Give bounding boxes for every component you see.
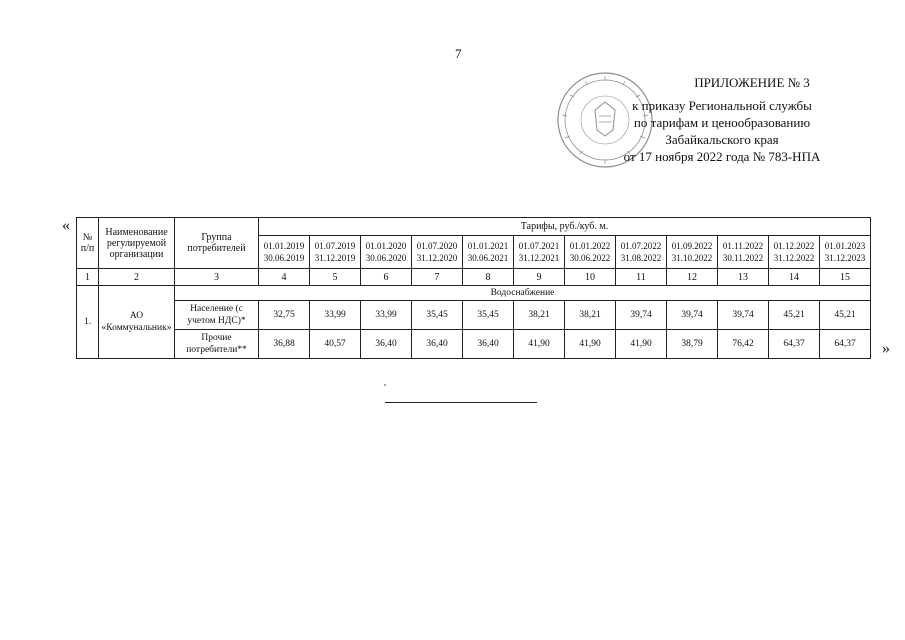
period-cell [361, 236, 412, 269]
tariff-value: 33,99 [310, 301, 361, 330]
column-number: 12 [667, 269, 718, 286]
tariff-value: 36,40 [361, 330, 412, 359]
tariff-value: 40,57 [310, 330, 361, 359]
tariff-value: 41,90 [514, 330, 565, 359]
period-cell [565, 236, 616, 269]
period-to: 31.12.2020 [416, 253, 458, 263]
opening-quote: « [62, 217, 70, 234]
appendix-header [597, 74, 847, 165]
column-number: 5 [310, 269, 361, 286]
table-header-row [77, 218, 871, 236]
period-from: 01.07.2019 [314, 241, 356, 251]
tariff-value: 36,40 [463, 330, 514, 359]
period-cell [718, 236, 769, 269]
tariff-value: 35,45 [463, 301, 514, 330]
tariff-value: 33,99 [361, 301, 412, 330]
tariff-value: 36,88 [259, 330, 310, 359]
page-number: 7 [455, 46, 462, 61]
appendix-line: Забайкальского края [665, 132, 779, 147]
column-number: 3 [175, 269, 259, 286]
period-from: 01.01.2021 [467, 241, 509, 251]
period-from: 01.12.2022 [773, 241, 815, 251]
period-from: 01.07.2020 [416, 241, 458, 251]
period-from: 01.01.2019 [263, 241, 305, 251]
period-from: 01.07.2022 [620, 241, 662, 251]
period-from: 01.11.2022 [722, 241, 764, 251]
tariff-value: 64,37 [769, 330, 820, 359]
period-to: 30.06.2020 [365, 253, 407, 263]
table-row [77, 330, 871, 359]
tariff-value: 76,42 [718, 330, 769, 359]
appendix-line: от 17 ноября 2022 года № 783-НПА [623, 149, 821, 164]
period-to: 31.10.2022 [671, 253, 713, 263]
tariff-value: 41,90 [616, 330, 667, 359]
period-cell [514, 236, 565, 269]
period-to: 31.12.2022 [773, 253, 815, 263]
column-number: 10 [565, 269, 616, 286]
column-number: 1 [77, 269, 99, 286]
end-rule [385, 402, 537, 403]
tariff-value: 45,21 [820, 301, 871, 330]
appendix-line: по тарифам и ценообразованию [633, 115, 811, 130]
appendix-title: ПРИЛОЖЕНИЕ № 3 [694, 75, 810, 90]
header-tariffs: Тарифы, руб./куб. м. [259, 218, 871, 236]
period-cell [820, 236, 871, 269]
consumer-group: Прочие потребители** [175, 330, 259, 359]
header-number: № п/п [77, 218, 99, 269]
header-group: Группа потребителей [175, 218, 259, 269]
period-to: 30.06.2019 [263, 253, 305, 263]
period-cell [616, 236, 667, 269]
consumer-group: Население (с учетом НДС)* [175, 301, 259, 330]
period-to: 30.11.2022 [722, 253, 764, 263]
period-from: 01.07.2021 [518, 241, 560, 251]
tariff-value: 64,37 [820, 330, 871, 359]
column-number: 6 [361, 269, 412, 286]
period-from: 01.09.2022 [671, 241, 713, 251]
column-number: 8 [463, 269, 514, 286]
appendix-line: к приказу Региональной службы [632, 98, 812, 113]
row-number: 1. [77, 286, 99, 359]
period-to: 31.12.2023 [824, 253, 866, 263]
column-number: 13 [718, 269, 769, 286]
tariff-value: 38,21 [565, 301, 616, 330]
period-from: 01.01.2020 [365, 241, 407, 251]
tariff-value: 36,40 [412, 330, 463, 359]
column-number: 14 [769, 269, 820, 286]
tariff-value: 38,79 [667, 330, 718, 359]
period-to: 31.08.2022 [620, 253, 662, 263]
tariff-value: 39,74 [718, 301, 769, 330]
period-cell [667, 236, 718, 269]
scan-speck [384, 384, 386, 386]
column-number-row [77, 269, 871, 286]
column-number: 7 [412, 269, 463, 286]
column-number: 9 [514, 269, 565, 286]
section-row [77, 286, 871, 301]
tariff-value: 39,74 [667, 301, 718, 330]
tariff-value: 39,74 [616, 301, 667, 330]
tariff-value: 35,45 [412, 301, 463, 330]
tariff-table [76, 217, 871, 359]
tariff-value: 45,21 [769, 301, 820, 330]
table-row [77, 301, 871, 330]
tariff-value: 32,75 [259, 301, 310, 330]
column-number: 2 [99, 269, 175, 286]
period-to: 30.06.2022 [569, 253, 611, 263]
period-cell [259, 236, 310, 269]
tariff-value: 38,21 [514, 301, 565, 330]
period-to: 30.06.2021 [467, 253, 509, 263]
closing-quote: » [882, 340, 890, 357]
period-to: 31.12.2019 [314, 253, 356, 263]
tariff-value: 41,90 [565, 330, 616, 359]
column-number: 15 [820, 269, 871, 286]
period-cell [769, 236, 820, 269]
period-cell [310, 236, 361, 269]
header-organization: Наименование регулируемой организации [99, 218, 175, 269]
period-cell [412, 236, 463, 269]
section-title: Водоснабжение [175, 286, 871, 301]
period-to: 31.12.2021 [518, 253, 560, 263]
column-number: 4 [259, 269, 310, 286]
column-number: 11 [616, 269, 667, 286]
period-from: 01.01.2022 [569, 241, 611, 251]
period-cell [463, 236, 514, 269]
period-from: 01.01.2023 [824, 241, 866, 251]
organization-name: АО «Коммунальник» [99, 286, 175, 359]
